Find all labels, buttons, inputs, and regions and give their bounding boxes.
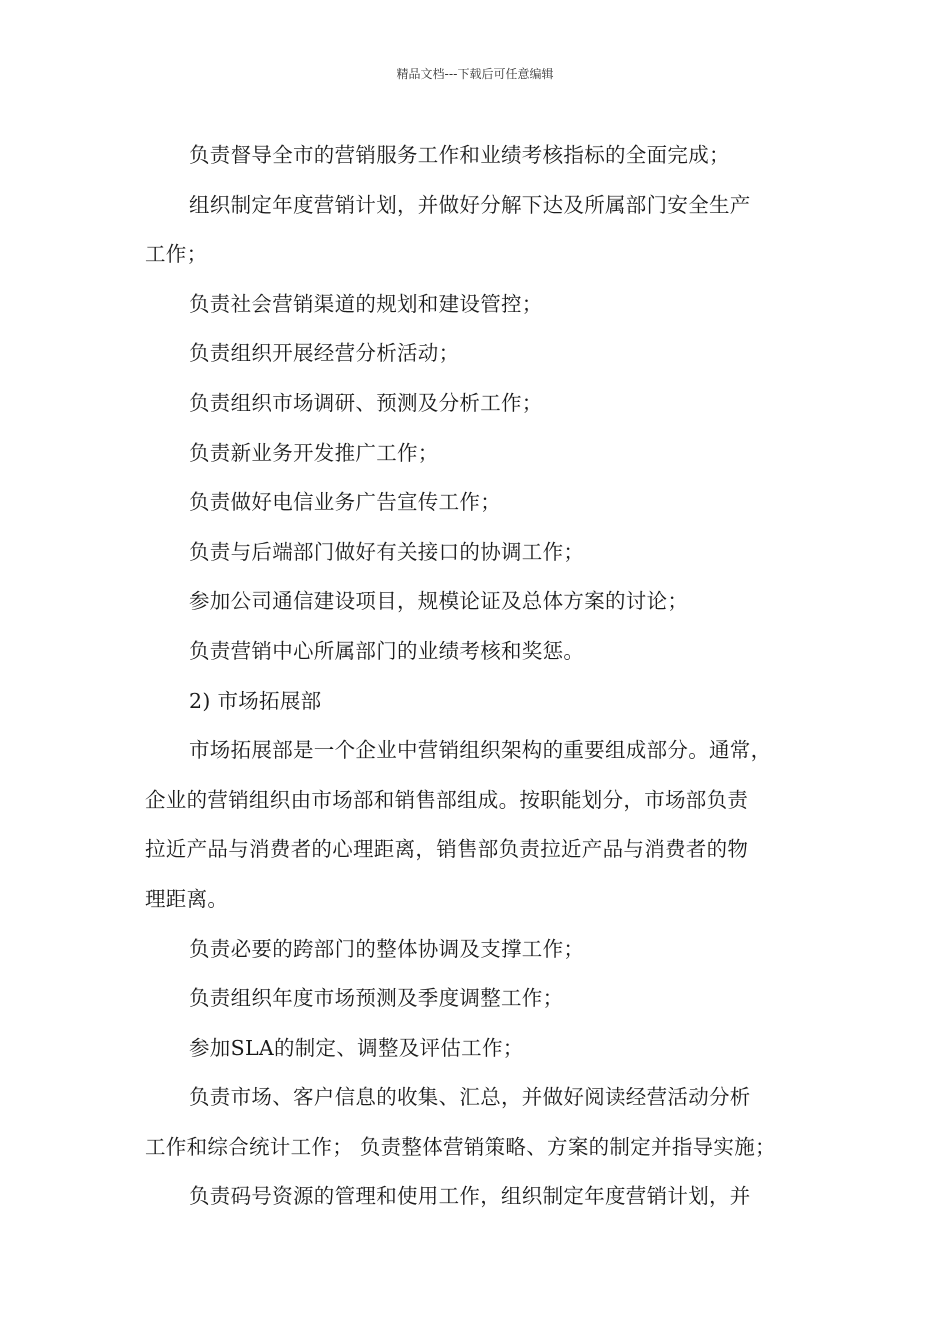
text-line: 负责组织开展经营分析活动；: [189, 341, 460, 366]
text-line: 负责社会营销渠道的规划和建设管控；: [189, 291, 543, 316]
section-heading: 2) 市场拓展部: [189, 688, 322, 713]
text-line: 工作和综合统计工作； 负责整体营销策略、方案的制定并指导实施；: [145, 1134, 776, 1159]
document-body: [145, 131, 810, 1222]
text-line: 负责市场、客户信息的收集、汇总，并做好阅读经营活动分析: [189, 1085, 751, 1110]
text-line: 负责组织市场调研、预测及分析工作；: [189, 390, 543, 415]
text-line: 工作；: [145, 242, 208, 267]
text-line: 负责与后端部门做好有关接口的协调工作；: [189, 539, 585, 564]
text-line: 参加SLA的制定、调整及评估工作；: [189, 1035, 524, 1060]
text-line: 负责新业务开发推广工作；: [189, 440, 439, 465]
text-line: 负责必要的跨部门的整体协调及支撑工作；: [189, 936, 585, 961]
text-line: 组织制定年度营销计划，并做好分解下达及所属部门安全生产: [189, 192, 751, 217]
text-line: 负责做好电信业务广告宣传工作；: [189, 490, 501, 515]
text-line: 企业的营销组织由市场部和销售部组成。按职能划分，市场部负责: [145, 787, 749, 812]
text-line: 参加公司通信建设项目，规模论证及总体方案的讨论；: [189, 589, 689, 614]
page-header: 精品文档---下载后可任意编辑: [396, 67, 554, 81]
text-line: 负责码号资源的管理和使用工作，组织制定年度营销计划，并: [189, 1184, 751, 1209]
text-line: 负责组织年度市场预测及季度调整工作；: [189, 986, 564, 1011]
text-line: 负责督导全市的营销服务工作和业绩考核指标的全面完成；: [189, 143, 730, 167]
text-line: 拉近产品与消费者的心理距离，销售部负责拉近产品与消费者的物: [145, 837, 749, 862]
text-line: 理距离。: [145, 886, 229, 911]
text-line: 市场拓展部是一个企业中营销组织架构的重要组成部分。通常，: [189, 738, 772, 763]
text-line: 负责营销中心所属部门的业绩考核和奖惩。: [189, 638, 585, 663]
